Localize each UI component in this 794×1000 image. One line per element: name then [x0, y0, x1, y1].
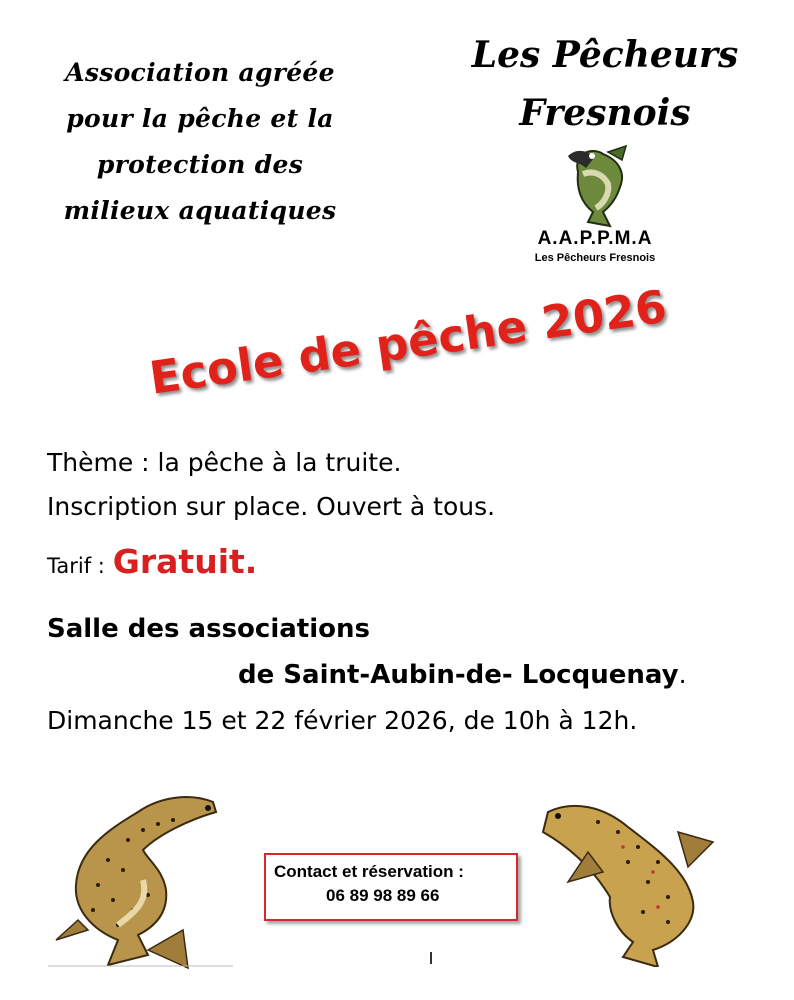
- tagline-line: Association agréée: [65, 58, 335, 87]
- salle-period: .: [678, 660, 687, 689]
- club-name-line: Fresnois: [519, 92, 691, 134]
- association-tagline: [40, 50, 360, 234]
- tarif-line: [47, 542, 257, 581]
- date-line: Dimanche 15 et 22 février 2026, de 10h à 12h.: [47, 706, 638, 735]
- divider-mark: [430, 952, 432, 964]
- trout-left-icon: [48, 790, 233, 970]
- club-name: [450, 26, 760, 142]
- contact-box: [264, 853, 518, 921]
- tagline-line: protection des: [96, 150, 304, 179]
- salle-line-1: Salle des associations: [47, 614, 370, 644]
- tagline-line: pour la pêche et la: [66, 104, 334, 133]
- trout-right-icon: [528, 792, 723, 967]
- page-title: Ecole de pêche 2026: [146, 279, 670, 405]
- contact-label: Contact et réservation :: [274, 862, 464, 881]
- tarif-label: Tarif :: [47, 554, 105, 578]
- inscription-line: Inscription sur place. Ouvert à tous.: [47, 492, 496, 521]
- contact-phone[interactable]: 06 89 98 89 66: [326, 886, 440, 905]
- theme-line: Thème : la pêche à la truite.: [47, 448, 402, 477]
- salle-place: de Saint-Aubin-de- Locquenay: [238, 660, 679, 690]
- club-name-line: Les Pêcheurs: [471, 34, 739, 76]
- tagline-line: milieux aquatiques: [63, 196, 337, 225]
- tarif-value: Gratuit.: [112, 542, 258, 581]
- bass-fish-icon: [548, 142, 638, 232]
- logo-subtitle: Les Pêcheurs Fresnois: [534, 252, 656, 264]
- salle-line-2: [238, 660, 687, 690]
- logo-acronym: A.A.P.P.M.A: [537, 228, 653, 249]
